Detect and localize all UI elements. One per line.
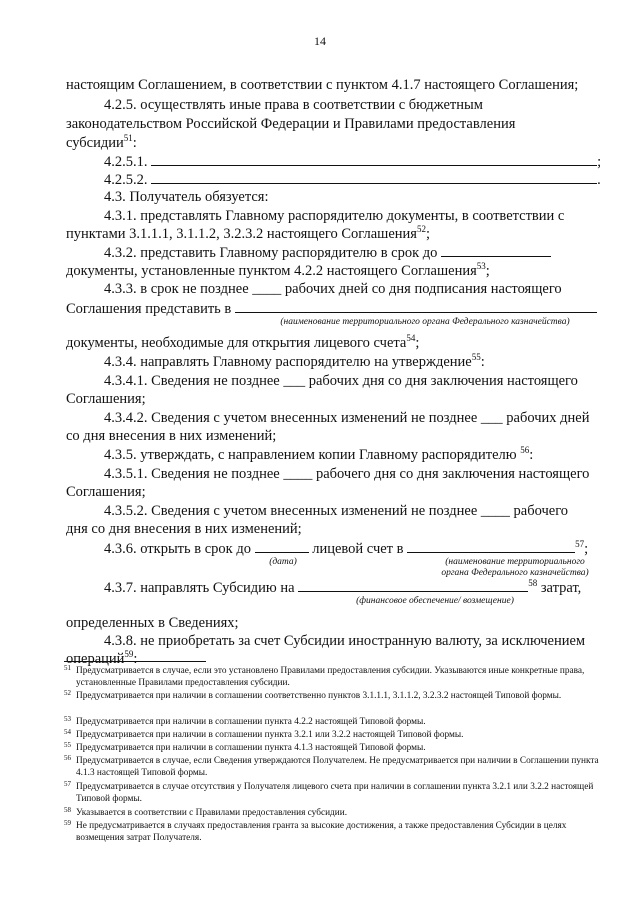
footnote-number: 52 bbox=[64, 689, 71, 697]
paragraph-line bbox=[66, 334, 611, 352]
paragraph-line bbox=[66, 134, 611, 152]
footnote bbox=[64, 781, 612, 805]
text: : bbox=[480, 354, 485, 370]
footnote bbox=[64, 690, 612, 702]
blank-field bbox=[255, 539, 309, 553]
text: ; bbox=[425, 226, 430, 242]
footnote-text: Предусматривается в случае, если это установлено Правилами предоставления субсидии. Указываются иные конкретные права, установленные Правилами предоставления субсидии. bbox=[76, 666, 585, 688]
text: : bbox=[133, 651, 138, 667]
paragraph-line bbox=[66, 262, 611, 280]
footnote-ref: 51 bbox=[123, 133, 133, 144]
text: ; bbox=[485, 263, 490, 279]
footnote-number: 57 bbox=[64, 780, 71, 788]
footnote-number: 58 bbox=[64, 806, 71, 814]
text: 4.3.4. направлять Главному распорядителю на утверждение bbox=[104, 354, 472, 370]
footnote-ref: 57 bbox=[575, 539, 585, 550]
paragraph-line: настоящим Соглашением, в соответствии с пунктом 4.1.7 настоящего Соглашения; bbox=[66, 77, 579, 93]
footnote-ref: 58 bbox=[528, 578, 538, 589]
footnote-text: Предусматривается при наличии в соглашении пункта 4.1.3 настоящей Типовой формы. bbox=[76, 743, 426, 753]
blank-field bbox=[151, 170, 597, 184]
caption-line: органа Федерального казначейства) bbox=[441, 568, 589, 578]
text: затрат, bbox=[540, 580, 582, 596]
footnote-number: 53 bbox=[64, 715, 71, 723]
clause-number: 4.2.5.1. bbox=[104, 154, 148, 170]
text: 4.3.2. представить Главному распорядителю в срок до bbox=[104, 245, 438, 261]
paragraph-line bbox=[66, 299, 611, 318]
text: операций bbox=[66, 651, 125, 667]
footnote-number: 54 bbox=[64, 728, 71, 736]
paragraph-line: определенных в Сведениях; bbox=[66, 615, 239, 631]
footnote bbox=[64, 665, 612, 689]
paragraph-line: 4.3.4.1. Сведения не позднее ___ рабочих дня со дня заключения настоящего bbox=[104, 373, 578, 389]
footnote bbox=[64, 820, 612, 844]
text: : bbox=[132, 135, 137, 151]
text: ; bbox=[415, 335, 420, 351]
footnote-text: Указывается в соответствии с Правилами предоставления субсидии. bbox=[76, 808, 348, 818]
paragraph-line: законодательством Российской Федерации и Правилами предоставления bbox=[66, 116, 516, 132]
paragraph-line bbox=[104, 353, 611, 371]
field-caption: (финансовое обеспечение/ возмещение) bbox=[356, 596, 514, 606]
paragraph-line bbox=[104, 243, 611, 262]
blank-field bbox=[235, 299, 597, 313]
text: 4.3.6. открыть в срок до bbox=[104, 541, 251, 557]
paragraph-line bbox=[104, 446, 611, 464]
footnote-text: Предусматривается при наличии в соглашении пункта 4.2.2 настоящей Типовой формы. bbox=[76, 717, 426, 727]
paragraph-line bbox=[104, 170, 611, 189]
text: : bbox=[529, 447, 534, 463]
footnote-number: 51 bbox=[64, 664, 71, 672]
text: Соглашения представить в bbox=[66, 301, 232, 317]
caption-line: (наименование территориального bbox=[445, 557, 585, 567]
footnote-number: 55 bbox=[64, 741, 71, 749]
text: субсидии bbox=[66, 135, 124, 151]
text: документы, установленные пунктом 4.2.2 настоящего Соглашения bbox=[66, 263, 477, 279]
paragraph-line: 4.3.8. не приобретать за счет Субсидии иностранную валюту, за исключением bbox=[104, 633, 586, 649]
paragraph-line bbox=[104, 152, 611, 171]
footnote-text: Предусматривается при наличии в соглашении пункта 3.2.1 или 3.2.2 настоящей Типовой формы. bbox=[76, 730, 464, 740]
footnote bbox=[64, 755, 612, 779]
text: лицевой счет в bbox=[312, 541, 404, 557]
blank-field bbox=[298, 578, 528, 592]
field-caption: (наименование территориального органа Федерального казначейства) bbox=[280, 317, 570, 327]
footnote-text: Предусматривается в случае, если Сведения утверждаются Получателем. Не предусматривается при наличии в Соглашении пункта 4.1.3 настоящей Типовой формы. bbox=[76, 756, 599, 778]
text: ; bbox=[597, 154, 602, 170]
text: ; bbox=[584, 541, 589, 557]
footnote-number: 59 bbox=[64, 819, 71, 827]
text: 4.2.5. осуществлять иные права в соответствии с бюджетным bbox=[104, 97, 483, 113]
paragraph-line: 4.3.3. в срок не позднее ____ рабочих дней со дня подписания настоящего bbox=[104, 281, 562, 297]
text: пунктами 3.1.1.1, 3.1.1.2, 3.2.3.2 настоящего Соглашения bbox=[66, 226, 417, 242]
paragraph-line: Соглашения; bbox=[66, 391, 146, 407]
paragraph-line bbox=[104, 96, 611, 114]
field-caption bbox=[420, 557, 610, 579]
footnote bbox=[64, 742, 612, 754]
footnote bbox=[64, 716, 612, 728]
paragraph-line bbox=[104, 578, 611, 597]
footnote-ref: 52 bbox=[416, 224, 426, 235]
text: . bbox=[597, 172, 601, 188]
blank-field bbox=[151, 152, 597, 166]
text: документы, необходимые для открытия лицевого счета bbox=[66, 335, 407, 351]
footnote-ref: 55 bbox=[471, 352, 481, 363]
footnote bbox=[64, 807, 612, 819]
blank-field bbox=[407, 539, 575, 553]
footnote-separator bbox=[64, 661, 206, 662]
blank-field bbox=[441, 243, 551, 257]
footnote-text: Предусматривается в случае отсутствия у Получателя лицевого счета при наличии в соглашении пункта 3.2.1 или 3.2.2 настоящей Типовой формы. bbox=[76, 782, 594, 804]
footnote-ref: 54 bbox=[406, 333, 416, 344]
paragraph-line: 4.3.1. представлять Главному распорядителю документы, в соответствии с bbox=[104, 208, 565, 224]
paragraph-line: Соглашения; bbox=[66, 484, 146, 500]
text: 4.3.7. направлять Субсидию на bbox=[104, 580, 295, 596]
paragraph-line: 4.3.5.1. Сведения не позднее ____ рабочего дня со дня заключения настоящего bbox=[104, 466, 590, 482]
footnote-ref: 59 bbox=[124, 649, 134, 660]
footnote-ref: 56 bbox=[520, 445, 530, 456]
paragraph-line: со дня внесения в них изменений; bbox=[66, 428, 277, 444]
page-number: 14 bbox=[314, 34, 326, 48]
paragraph-line: 4.3.5.2. Сведения с учетом внесенных изменений не позднее ____ рабочего bbox=[104, 503, 569, 519]
footnote bbox=[64, 729, 612, 741]
footnote-ref: 53 bbox=[476, 261, 486, 272]
text: 4.3.5. утверждать, с направлением копии Главному распорядителю bbox=[104, 447, 517, 463]
paragraph-line: дня со дня внесения в них изменений; bbox=[66, 521, 302, 537]
paragraph-line bbox=[104, 539, 611, 558]
footnote-text: Предусматривается при наличии в соглашении соответственно пунктов 3.1.1.1, 3.1.1.2, 3.2.3.2 настоящей Типовой формы. bbox=[76, 691, 562, 701]
field-caption: (дата) bbox=[269, 557, 297, 567]
paragraph-line: 4.3. Получатель обязуется: bbox=[104, 189, 269, 205]
paragraph-line: 4.3.4.2. Сведения с учетом внесенных изменений не позднее ___ рабочих дней bbox=[104, 410, 590, 426]
paragraph-line bbox=[66, 225, 611, 243]
footnote-text: Не предусматривается в случаях предоставления гранта за высокие достижения, а также предоставления Субсидии в целях возмещения затрат Получателя. bbox=[76, 821, 567, 843]
footnote-number: 56 bbox=[64, 754, 71, 762]
clause-number: 4.2.5.2. bbox=[104, 172, 148, 188]
